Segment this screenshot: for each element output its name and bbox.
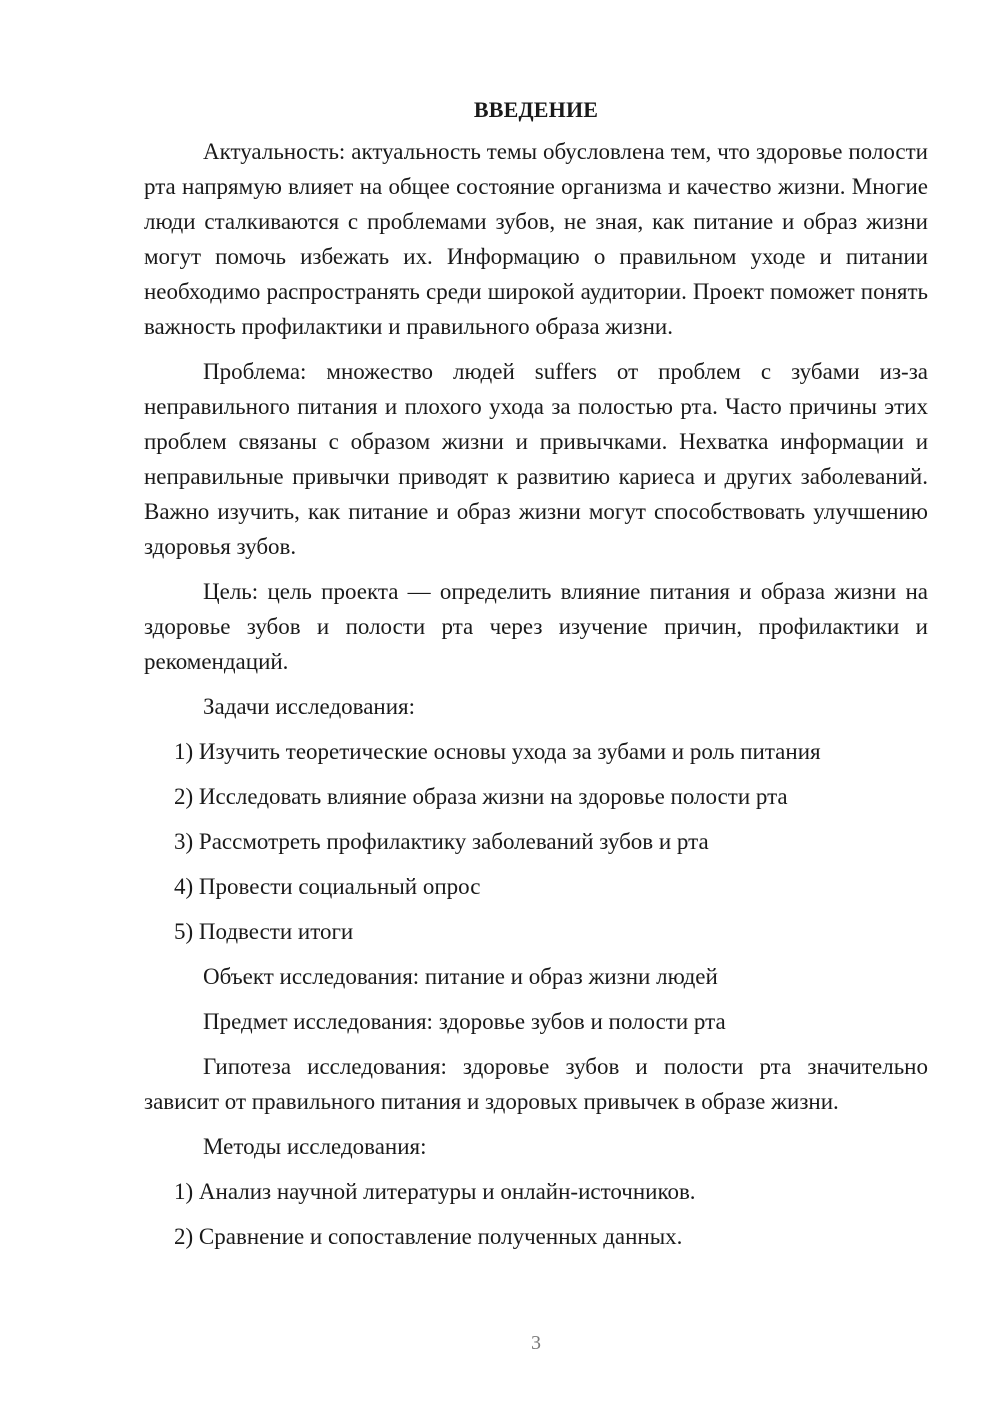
- task-item: 5) Подвести итоги: [174, 919, 354, 944]
- goal-paragraph: Цель: цель проекта — определить влияние питания и образа жизни на здоровье зубов и полости рта через изучение причин, профилактики и рекомендаций.: [144, 579, 928, 674]
- method-item: 2) Сравнение и сопоставление полученных данных.: [174, 1224, 683, 1249]
- task-item: 1) Изучить теоретические основы ухода за зубами и роль питания: [174, 739, 821, 764]
- subject-line: Предмет исследования: здоровье зубов и полости рта: [203, 1009, 726, 1034]
- page-number: 3: [531, 1332, 541, 1354]
- methods-heading: Методы исследования:: [203, 1134, 427, 1159]
- object-line: Объект исследования: питание и образ жизни людей: [203, 964, 718, 989]
- hypothesis-paragraph: Гипотеза исследования: здоровье зубов и полости рта значительно зависит от правильного питания и здоровых привычек в образе жизни.: [144, 1054, 928, 1114]
- task-item: 3) Рассмотреть профилактику заболеваний зубов и рта: [174, 829, 709, 854]
- tasks-heading: Задачи исследования:: [203, 694, 416, 719]
- problem-paragraph: Проблема: множество людей suffers от проблем с зубами из-за неправильного питания и плохого ухода за полостью рта. Часто причины этих проблем связаны с образом жизни и привычками. Нехватка информации и неправильные привычки приводят к развитию кариеса и других заболеваний. Важно изучить, как питание и образ жизни могут способствовать улучшению здоровья зубов.: [144, 359, 928, 559]
- section-title: ВВЕДЕНИЕ: [473, 97, 599, 122]
- page-content: [144, 95, 928, 1264]
- relevance-paragraph: Актуальность: актуальность темы обусловлена тем, что здоровье полости рта напрямую влияет на общее состояние организма и качество жизни. Многие люди сталкиваются с проблемами зубов, не зная, как питание и образ жизни могут помочь избежать их. Информацию о правильном уходе и питании необходимо распространять среди широкой аудитории. Проект поможет понять важность профилактики и правильного образа жизни.: [144, 139, 928, 339]
- task-item: 4) Провести социальный опрос: [174, 874, 481, 899]
- method-item: 1) Анализ научной литературы и онлайн-источников.: [174, 1179, 696, 1204]
- task-item: 2) Исследовать влияние образа жизни на здоровье полости рта: [174, 784, 788, 809]
